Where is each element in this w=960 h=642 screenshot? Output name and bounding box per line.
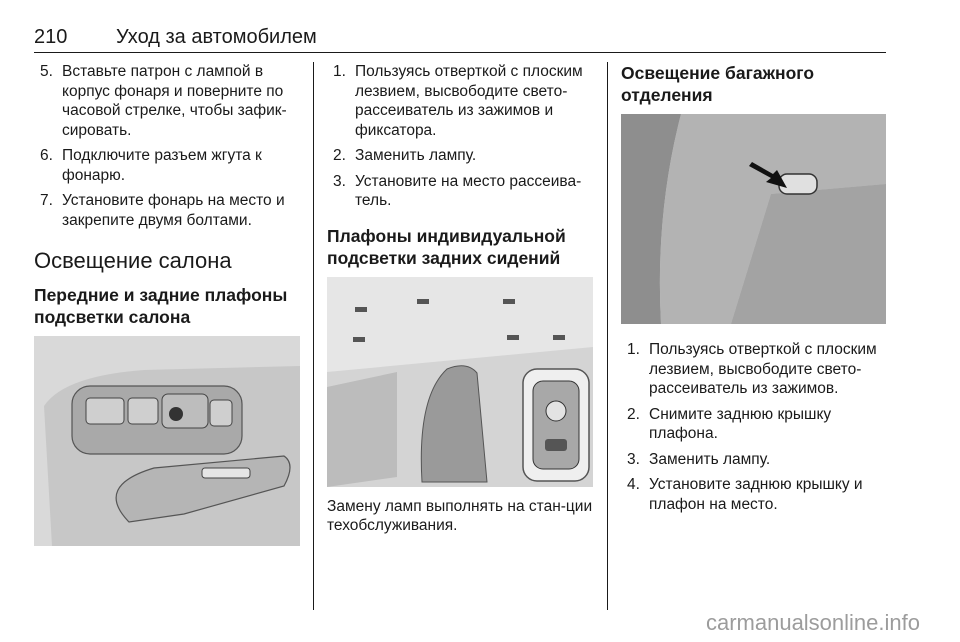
step-item: 7. Установите фонарь на место и закрепите двумя болтами. [40,192,285,229]
steps-list-1 [34,62,300,230]
page-number: 210 [34,26,68,48]
step-item: 4. Установите заднюю крышку и плафон на место. [627,476,863,513]
step-item: 3. Установите на место рассеива-тель. [333,172,582,209]
steps-list-3 [621,340,886,514]
column-3 [621,62,886,520]
luggage-compartment-illustration [621,114,886,324]
step-item: 1. Пользуясь отверткой с плоским лезвием, высвободите свето-рассеиватель из зажимов. [627,341,877,397]
step-item: 2. Заменить лампу. [333,147,477,164]
step-item: 5. Вставьте патрон с лампой в корпус фонаря и поверните по часовой стрелке, чтобы зафик-сировать. [40,63,287,139]
step-item: 3. Заменить лампу. [627,450,771,468]
steps-list-2 [327,62,593,211]
subsection-title: Освещение багажного отделения [621,63,815,105]
subsection-title: Плафоны индивидуальной подсветки задних сидений [327,225,566,268]
rear-seat-lamp-figure [327,277,593,487]
column-2 [327,62,593,536]
column-divider-2 [607,62,608,610]
column-1 [34,62,300,546]
cabin-ceiling-illustration [327,277,593,487]
subsection-title: Передние и задние плафоны подсветки салона [34,285,288,327]
door-panel-illustration [34,336,300,546]
watermark: carmanualsonline.info [705,610,920,635]
service-note: Замену ламп выполнять на стан-ции техобслуживания. [327,497,593,534]
step-item: 6. Подключите разъем жгута к фонарю. [40,147,262,184]
luggage-lamp-figure [621,114,886,324]
page-title: Уход за автомобилем [116,26,317,48]
column-divider-1 [313,62,314,610]
step-item: 1. Пользуясь отверткой с плоским лезвием, высвободите свето-рассеиватель из зажимов и фиксатора. [333,63,583,139]
step-item: 2. Снимите заднюю крышку плафона. [627,405,832,442]
section-title: Освещение салона [34,248,232,273]
page-header [34,22,886,53]
front-rear-lamp-figure [34,336,300,546]
